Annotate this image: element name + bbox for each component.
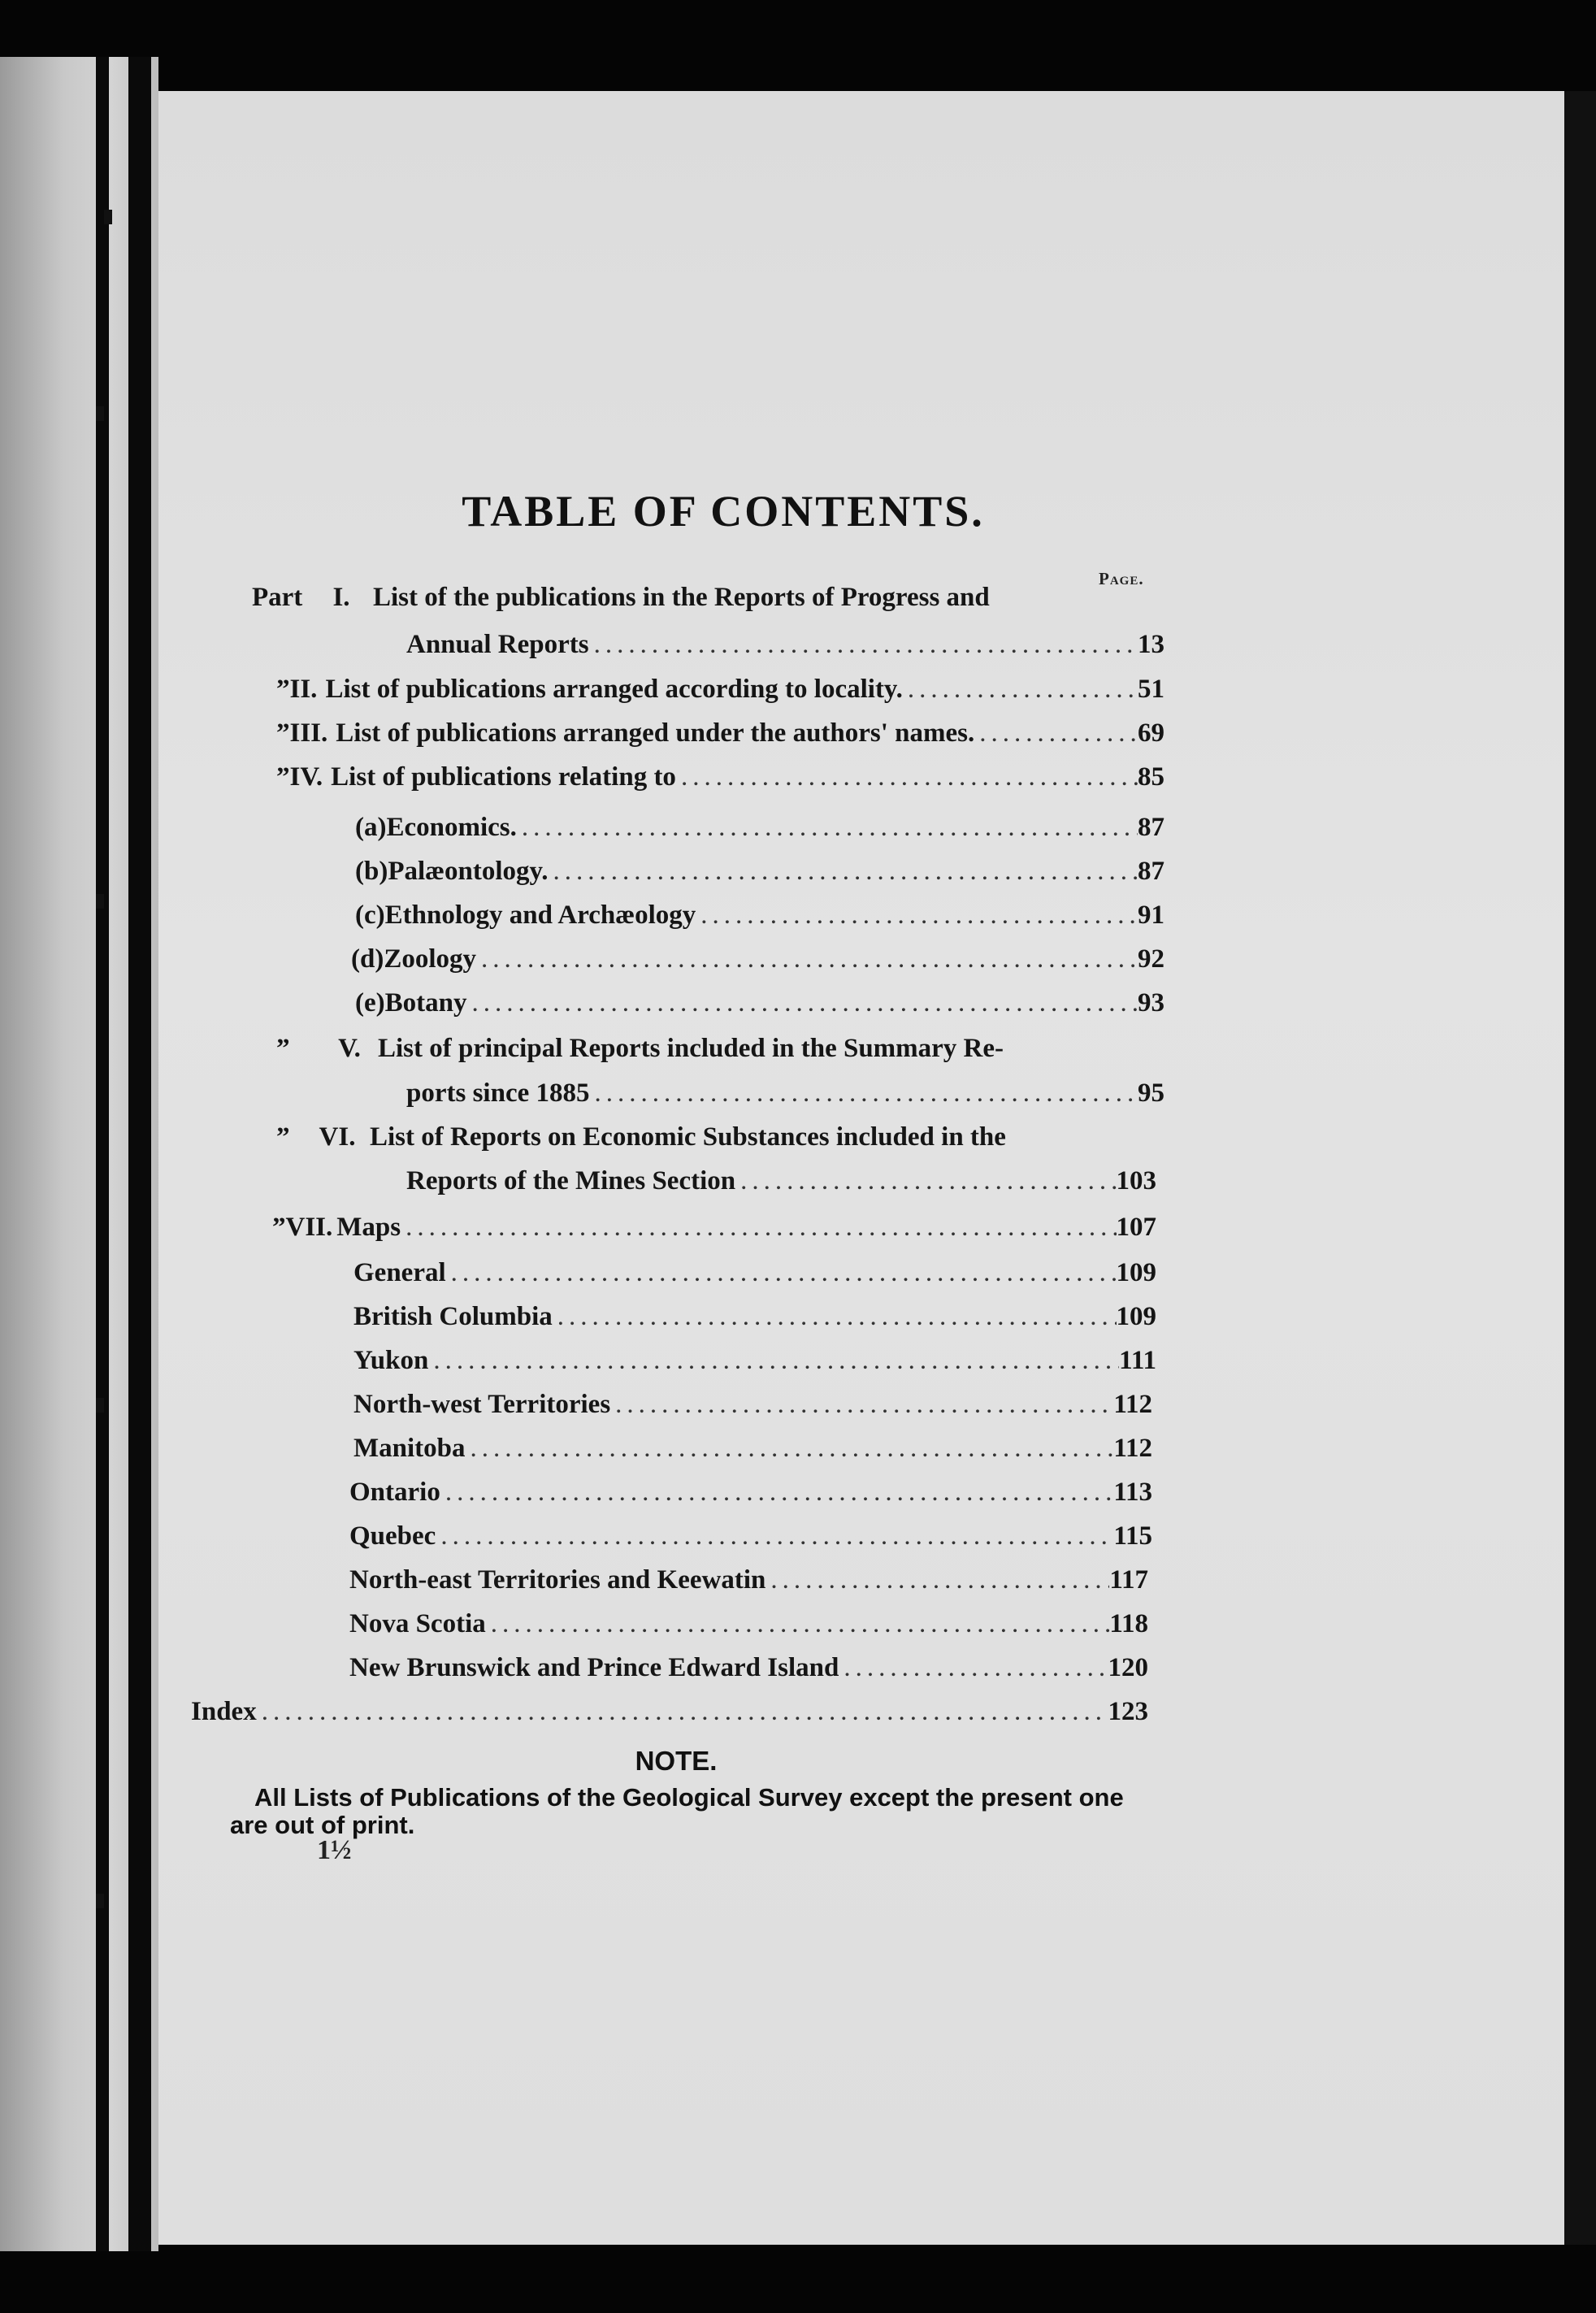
toc-entry (355, 988, 1164, 1018)
toc-entry-prefix: ” (276, 718, 290, 748)
toc-entry-text: Reports of the Mines Section (406, 1166, 736, 1196)
toc-entry-page: 107 (1116, 1213, 1156, 1242)
toc-entry-text: List of publications relating to (331, 762, 676, 792)
toc-entry (349, 1565, 1148, 1595)
dot-leader (839, 1653, 1108, 1683)
toc-entry-numeral: (e) (355, 988, 385, 1018)
toc-entry-page: 13 (1138, 630, 1164, 659)
toc-entry-text: Manitoba (353, 1434, 466, 1463)
dot-leader (257, 1697, 1108, 1727)
toc-entry-numeral: II. (289, 675, 318, 704)
toc-entry-numeral: (d) (351, 944, 384, 974)
toc-entry-page: 87 (1138, 857, 1164, 886)
note-text: All Lists of Publications of the Geological Survey except the present one are out of print. (230, 1783, 1124, 1839)
dot-leader (401, 1213, 1116, 1243)
toc-entry-prefix: ” (276, 1122, 290, 1152)
toc-entry-prefix: ” (276, 762, 290, 792)
toc-entry-page: 113 (1113, 1478, 1152, 1507)
toc-entry-numeral: (a) (355, 813, 387, 842)
toc-entry-numeral: VII. (285, 1213, 333, 1242)
toc-entry (351, 944, 1164, 974)
toc-entry-page: 120 (1108, 1653, 1148, 1682)
toc-entry (349, 1521, 1152, 1551)
toc-entry (276, 762, 1164, 792)
toc-entry-text: List of publications arranged under the authors' names. (336, 718, 975, 748)
toc-entry-page: 103 (1116, 1166, 1156, 1196)
toc-entry (272, 1213, 1156, 1243)
signature-mark: 1½ (317, 1835, 352, 1865)
toc-entry-text: Index (191, 1697, 257, 1726)
toc-entry-numeral: I. (332, 583, 350, 612)
toc-entry (349, 1653, 1148, 1683)
toc-entry (406, 1166, 1156, 1196)
toc-entry-numeral: (c) (355, 900, 385, 930)
dot-leader (466, 1434, 1114, 1464)
toc-entry-numeral: V. (338, 1034, 361, 1063)
toc-entry (349, 1478, 1152, 1508)
dot-leader (610, 1390, 1113, 1420)
toc-entry (353, 1390, 1152, 1420)
toc-entry-prefix: ” (276, 675, 290, 704)
toc-entry-text: Economics. (386, 813, 517, 842)
toc-entry (353, 1346, 1156, 1376)
toc-entry-numeral: IV. (289, 762, 323, 792)
toc-entry-page: 109 (1116, 1302, 1156, 1331)
toc-entry-page: 93 (1138, 988, 1164, 1018)
toc-entry-page: 111 (1119, 1346, 1156, 1375)
toc-entry-text: Annual Reports (406, 630, 589, 659)
toc-entry-page: 85 (1138, 762, 1164, 792)
toc-entry-text: ports since 1885 (406, 1078, 590, 1108)
dot-leader (486, 1609, 1110, 1639)
dot-leader (436, 1521, 1113, 1551)
toc-entry (353, 1434, 1152, 1464)
toc-entry-text: Nova Scotia (349, 1609, 486, 1638)
toc-entry-numeral: (b) (355, 857, 388, 886)
dot-leader (696, 900, 1138, 931)
toc-entry-text: List of the publications in the Reports of Progress and (373, 583, 990, 612)
toc-entry (355, 857, 1164, 887)
page-column-heading: Page. (1099, 569, 1144, 588)
toc-entry-prefix: Part (252, 583, 303, 612)
toc-entry-prefix: ” (276, 1034, 290, 1063)
toc-entry-page: 69 (1138, 718, 1164, 748)
toc-entry-page: 112 (1113, 1434, 1152, 1463)
toc-entry (349, 1609, 1148, 1639)
toc-entry (355, 900, 1164, 931)
toc-entry-numeral: III. (289, 718, 328, 748)
toc-entry-page: 109 (1116, 1258, 1156, 1287)
dot-leader (553, 1302, 1117, 1332)
toc-entry-page: 112 (1113, 1390, 1152, 1419)
toc-entry-page: 117 (1109, 1565, 1148, 1595)
dot-leader (476, 944, 1138, 974)
dot-leader (589, 630, 1138, 660)
toc-entry (406, 630, 1164, 660)
toc-entry (406, 1078, 1164, 1109)
toc-entry-page: 95 (1138, 1078, 1164, 1108)
toc-entry-text: British Columbia (353, 1302, 553, 1331)
toc-entry (276, 1122, 1164, 1152)
toc-entry (276, 718, 1164, 749)
toc-entry-text: List of Reports on Economic Substances included in the (370, 1122, 1006, 1152)
toc-entry-page: 91 (1138, 900, 1164, 930)
toc-entry (355, 813, 1164, 843)
toc-entry (191, 1697, 1148, 1727)
toc-entry-text: List of principal Reports included in the Summary Re- (378, 1034, 1004, 1063)
toc-entry-page: 118 (1109, 1609, 1148, 1638)
dot-leader (903, 675, 1138, 705)
toc-entry-text: Yukon (353, 1346, 429, 1375)
toc-entry-page: 92 (1138, 944, 1164, 974)
toc-entry (276, 675, 1164, 705)
toc-entry-prefix: ” (272, 1213, 286, 1242)
dot-leader (548, 857, 1138, 887)
toc-entry-page: 123 (1108, 1697, 1148, 1726)
dot-leader (765, 1565, 1109, 1595)
toc-entry-text: North-west Territories (353, 1390, 611, 1419)
toc-entry-page: 87 (1138, 813, 1164, 842)
toc-entry-text: Quebec (349, 1521, 436, 1551)
toc-entry-numeral: VI. (319, 1122, 356, 1152)
toc-entry-text: Ontario (349, 1478, 440, 1507)
dot-leader (440, 1478, 1113, 1508)
dot-leader (428, 1346, 1119, 1376)
dot-leader (676, 762, 1138, 792)
dot-leader (446, 1258, 1117, 1288)
toc-entry (252, 583, 1113, 613)
toc-entry-text: Palæontology. (388, 857, 549, 886)
toc-entry-text: List of publications arranged according to locality. (325, 675, 903, 704)
toc-entry-text: Zoology (384, 944, 477, 974)
dot-leader (974, 718, 1138, 749)
note-heading: NOTE. (635, 1746, 718, 1776)
toc-entry-text: Ethnology and Archæology (384, 900, 696, 930)
page-title: TABLE OF CONTENTS. (462, 487, 985, 536)
toc-entry-text: Botany (384, 988, 467, 1018)
toc-entry (276, 1034, 1164, 1064)
toc-entry (353, 1258, 1156, 1288)
toc-entry (353, 1302, 1156, 1332)
toc-entry-page: 115 (1113, 1521, 1152, 1551)
dot-leader (517, 813, 1138, 843)
dot-leader (467, 988, 1138, 1018)
dot-leader (590, 1078, 1138, 1109)
toc-entry-page: 51 (1138, 675, 1164, 704)
toc-entry-text: North-east Territories and Keewatin (349, 1565, 766, 1595)
toc-entry-text: New Brunswick and Prince Edward Island (349, 1653, 839, 1682)
dot-leader (735, 1166, 1116, 1196)
toc-entry-text: General (353, 1258, 446, 1287)
toc-entry-text: Maps (336, 1213, 401, 1242)
